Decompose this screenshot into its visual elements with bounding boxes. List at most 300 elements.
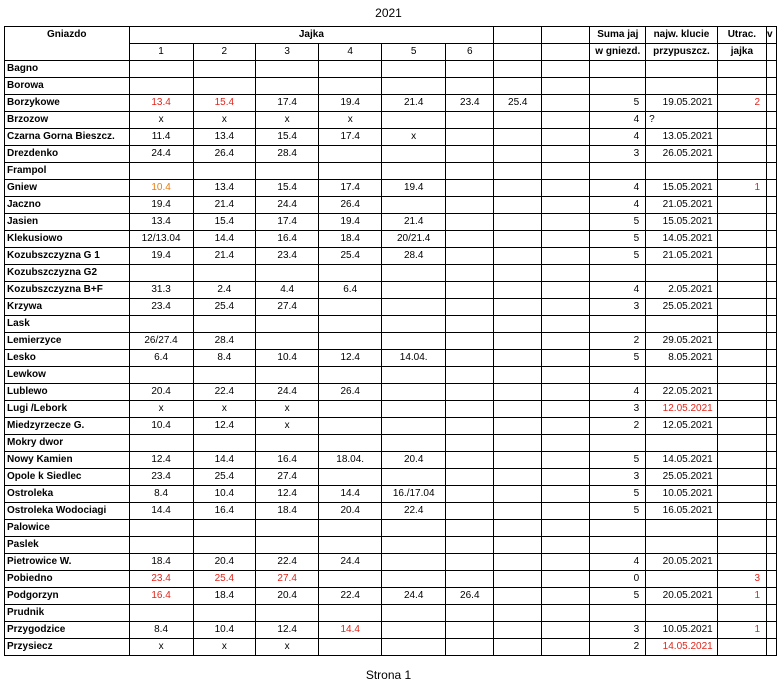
egg-sum-cell: 3: [590, 401, 646, 418]
hatch-date-cell: [646, 163, 718, 180]
nest-name: Drezdenko: [5, 146, 130, 163]
egg-date-cell: 10.4: [129, 180, 193, 197]
egg-date-cell: [382, 265, 446, 282]
egg-number-5: 5: [382, 44, 446, 61]
egg-date-cell: [542, 469, 590, 486]
nest-egg-table: [4, 26, 777, 656]
nest-name: Ostroleka Wodociagi: [5, 503, 130, 520]
egg-date-cell: [446, 61, 494, 78]
hatch-date-cell: 21.05.2021: [646, 248, 718, 265]
nest-name: Nowy Kamien: [5, 452, 130, 469]
egg-date-cell: 8.4: [129, 486, 193, 503]
hatch-date-cell: 22.05.2021: [646, 384, 718, 401]
egg-date-cell: [542, 571, 590, 588]
egg-date-cell: 6.4: [319, 282, 382, 299]
lost-eggs-cell: [717, 112, 766, 129]
lost-eggs-cell: [717, 452, 766, 469]
egg-date-cell: 23.4: [129, 299, 193, 316]
egg-date-cell: [542, 605, 590, 622]
table-row: [5, 350, 777, 367]
lost-eggs-cell: [717, 554, 766, 571]
cut-cell: [767, 452, 777, 469]
egg-date-cell: x: [129, 401, 193, 418]
hatch-date-cell: [646, 316, 718, 333]
cut-cell: [767, 639, 777, 656]
egg-date-cell: [382, 333, 446, 350]
egg-date-cell: 27.4: [256, 299, 319, 316]
egg-date-cell: [319, 333, 382, 350]
egg-date-cell: 27.4: [256, 469, 319, 486]
egg-date-cell: 17.4: [319, 129, 382, 146]
egg-date-cell: 26/27.4: [129, 333, 193, 350]
egg-date-cell: 17.4: [256, 95, 319, 112]
egg-date-cell: [494, 367, 542, 384]
egg-date-cell: 24.4: [256, 197, 319, 214]
table-row: [5, 112, 777, 129]
hatch-date-cell: 25.05.2021: [646, 299, 718, 316]
nest-name: Lesko: [5, 350, 130, 367]
egg-sum-cell: 5: [590, 350, 646, 367]
table-row: [5, 367, 777, 384]
hatch-date-cell: 14.05.2021: [646, 231, 718, 248]
nest-name: Pietrowice W.: [5, 554, 130, 571]
egg-date-cell: [446, 571, 494, 588]
egg-date-cell: 24.4: [129, 146, 193, 163]
egg-date-cell: [542, 61, 590, 78]
egg-date-cell: [382, 605, 446, 622]
egg-date-cell: [446, 248, 494, 265]
egg-number-4: 4: [319, 44, 382, 61]
egg-date-cell: [494, 503, 542, 520]
table-row: [5, 214, 777, 231]
egg-date-cell: [542, 537, 590, 554]
table-body: [5, 61, 777, 656]
egg-date-cell: [494, 554, 542, 571]
egg-date-cell: [494, 350, 542, 367]
nest-name: Lewkow: [5, 367, 130, 384]
nest-name: Lask: [5, 316, 130, 333]
table-row: [5, 639, 777, 656]
egg-date-cell: [256, 435, 319, 452]
egg-date-cell: [542, 248, 590, 265]
egg-date-cell: 14.4: [193, 231, 255, 248]
egg-date-cell: 20.4: [382, 452, 446, 469]
header-row-top: [5, 27, 777, 44]
egg-date-cell: 15.4: [256, 180, 319, 197]
egg-date-cell: [319, 316, 382, 333]
lost-eggs-cell: [717, 520, 766, 537]
egg-date-cell: [382, 112, 446, 129]
egg-date-cell: 16.4: [129, 588, 193, 605]
table-row: [5, 197, 777, 214]
egg-date-cell: [129, 78, 193, 95]
egg-date-cell: [382, 282, 446, 299]
lost-eggs-cell: [717, 248, 766, 265]
egg-date-cell: [193, 537, 255, 554]
egg-date-cell: [319, 61, 382, 78]
egg-date-cell: 13.4: [193, 129, 255, 146]
egg-date-cell: [542, 401, 590, 418]
nest-name: Jasien: [5, 214, 130, 231]
header-lost-top: Utrac.: [717, 27, 766, 44]
year-title: 2021: [375, 6, 402, 20]
table-row: [5, 248, 777, 265]
egg-date-cell: [446, 367, 494, 384]
nest-name: Ostroleka: [5, 486, 130, 503]
egg-date-cell: [382, 384, 446, 401]
egg-date-cell: 24.4: [319, 554, 382, 571]
egg-date-cell: [494, 163, 542, 180]
table-row: [5, 588, 777, 605]
lost-eggs-cell: [717, 435, 766, 452]
cut-cell: [767, 588, 777, 605]
cut-cell: [767, 61, 777, 78]
cut-cell: [767, 129, 777, 146]
egg-date-cell: [542, 503, 590, 520]
egg-sum-cell: 3: [590, 299, 646, 316]
hatch-date-cell: [646, 61, 718, 78]
egg-date-cell: 25.4: [319, 248, 382, 265]
egg-date-cell: [542, 418, 590, 435]
table-row: [5, 571, 777, 588]
egg-sum-cell: 4: [590, 554, 646, 571]
egg-date-cell: [542, 452, 590, 469]
egg-date-cell: [446, 265, 494, 282]
cut-cell: [767, 401, 777, 418]
table-row: [5, 605, 777, 622]
nest-name: Lublewo: [5, 384, 130, 401]
egg-date-cell: 14.04.: [382, 350, 446, 367]
egg-date-cell: [446, 486, 494, 503]
nest-name: Lemierzyce: [5, 333, 130, 350]
egg-date-cell: 16.4: [256, 231, 319, 248]
egg-date-cell: 13.4: [129, 214, 193, 231]
egg-date-cell: [494, 588, 542, 605]
hatch-date-cell: 14.05.2021: [646, 639, 718, 656]
egg-date-cell: [542, 231, 590, 248]
egg-date-cell: [446, 214, 494, 231]
egg-date-cell: [256, 537, 319, 554]
egg-date-cell: 20.4: [129, 384, 193, 401]
lost-eggs-cell: 3: [717, 571, 766, 588]
egg-date-cell: [542, 282, 590, 299]
lost-eggs-cell: [717, 333, 766, 350]
cut-cell: [767, 180, 777, 197]
lost-eggs-cell: [717, 61, 766, 78]
hatch-date-cell: 25.05.2021: [646, 469, 718, 486]
egg-sum-cell: 5: [590, 588, 646, 605]
egg-date-cell: [319, 299, 382, 316]
egg-date-cell: [446, 78, 494, 95]
lost-eggs-cell: [717, 401, 766, 418]
nest-name: Pobiedno: [5, 571, 130, 588]
table-row: [5, 61, 777, 78]
nest-name: Gniew: [5, 180, 130, 197]
table-row: [5, 333, 777, 350]
egg-date-cell: [542, 554, 590, 571]
egg-date-cell: [382, 61, 446, 78]
egg-date-cell: [446, 537, 494, 554]
cut-cell: [767, 435, 777, 452]
egg-sum-cell: [590, 520, 646, 537]
egg-number-2: 2: [193, 44, 255, 61]
egg-date-cell: 25.4: [494, 95, 542, 112]
egg-sum-cell: 2: [590, 333, 646, 350]
egg-date-cell: [542, 163, 590, 180]
egg-sum-cell: [590, 265, 646, 282]
egg-date-cell: 12.4: [193, 418, 255, 435]
egg-date-cell: 27.4: [256, 571, 319, 588]
egg-date-cell: [129, 367, 193, 384]
table-row: [5, 129, 777, 146]
egg-sum-cell: 5: [590, 452, 646, 469]
egg-date-cell: 14.4: [193, 452, 255, 469]
header-lost-bottom: jajka: [717, 44, 766, 61]
egg-date-cell: 19.4: [129, 197, 193, 214]
egg-date-cell: [129, 61, 193, 78]
egg-date-cell: 18.4: [193, 588, 255, 605]
nest-name: Mokry dwor: [5, 435, 130, 452]
header-cut: v: [767, 27, 777, 44]
table-row: [5, 486, 777, 503]
nest-name: Przysiecz: [5, 639, 130, 656]
egg-date-cell: [542, 78, 590, 95]
egg-sum-cell: [590, 537, 646, 554]
egg-date-cell: 12.4: [256, 622, 319, 639]
egg-date-cell: [494, 180, 542, 197]
egg-date-cell: [382, 469, 446, 486]
egg-date-cell: [494, 129, 542, 146]
table-row: [5, 452, 777, 469]
header-sum-bottom: w gniezd.: [590, 44, 646, 61]
egg-date-cell: [193, 435, 255, 452]
egg-sum-cell: 3: [590, 469, 646, 486]
egg-date-cell: [542, 146, 590, 163]
hatch-date-cell: 14.05.2021: [646, 452, 718, 469]
table-row: [5, 282, 777, 299]
egg-date-cell: 18.04.: [319, 452, 382, 469]
egg-date-cell: x: [256, 401, 319, 418]
table-row: [5, 622, 777, 639]
egg-date-cell: [494, 605, 542, 622]
table-row: [5, 537, 777, 554]
egg-date-cell: 20.4: [193, 554, 255, 571]
egg-date-cell: [542, 520, 590, 537]
egg-date-cell: 17.4: [319, 180, 382, 197]
egg-date-cell: [256, 367, 319, 384]
egg-date-cell: [129, 163, 193, 180]
nest-name: Kozubszczyzna G2: [5, 265, 130, 282]
lost-eggs-cell: [717, 384, 766, 401]
hatch-date-cell: 10.05.2021: [646, 486, 718, 503]
egg-date-cell: [494, 520, 542, 537]
egg-sum-cell: [590, 316, 646, 333]
egg-number-6: 6: [446, 44, 494, 61]
egg-date-cell: 18.4: [319, 231, 382, 248]
lost-eggs-cell: [717, 418, 766, 435]
egg-sum-cell: 3: [590, 146, 646, 163]
egg-sum-cell: [590, 78, 646, 95]
egg-sum-cell: 4: [590, 129, 646, 146]
nest-name: Bagno: [5, 61, 130, 78]
egg-date-cell: [446, 146, 494, 163]
table-row: [5, 316, 777, 333]
hatch-date-cell: 12.05.2021: [646, 401, 718, 418]
egg-date-cell: [319, 163, 382, 180]
egg-date-cell: [382, 520, 446, 537]
egg-date-cell: 19.4: [382, 180, 446, 197]
egg-date-cell: 22.4: [193, 384, 255, 401]
egg-date-cell: [494, 214, 542, 231]
egg-date-cell: 18.4: [129, 554, 193, 571]
hatch-date-cell: [646, 520, 718, 537]
egg-date-cell: [129, 435, 193, 452]
header-hatch-top: najw. klucie: [646, 27, 718, 44]
egg-date-cell: [319, 469, 382, 486]
lost-eggs-cell: [717, 537, 766, 554]
cut-cell: [767, 554, 777, 571]
egg-date-cell: [542, 265, 590, 282]
egg-date-cell: [494, 197, 542, 214]
egg-date-cell: [446, 197, 494, 214]
egg-date-cell: 24.4: [256, 384, 319, 401]
table-row: [5, 384, 777, 401]
egg-sum-cell: [590, 163, 646, 180]
egg-date-cell: [494, 299, 542, 316]
hatch-date-cell: 26.05.2021: [646, 146, 718, 163]
cut-cell: [767, 520, 777, 537]
egg-date-cell: [494, 61, 542, 78]
egg-date-cell: [494, 401, 542, 418]
egg-date-cell: [256, 78, 319, 95]
nest-name: Brzozow: [5, 112, 130, 129]
cut-cell: [767, 265, 777, 282]
egg-date-cell: [382, 639, 446, 656]
egg-sum-cell: 4: [590, 112, 646, 129]
egg-date-cell: 25.4: [193, 469, 255, 486]
egg-date-cell: [542, 367, 590, 384]
egg-date-cell: [382, 367, 446, 384]
header-nest: Gniazdo: [5, 27, 130, 61]
nest-name: Opole k Siedlec: [5, 469, 130, 486]
egg-date-cell: [542, 180, 590, 197]
table-row: [5, 503, 777, 520]
egg-date-cell: 21.4: [193, 197, 255, 214]
egg-date-cell: 31.3: [129, 282, 193, 299]
nest-name: Czarna Gorna Bieszcz.: [5, 129, 130, 146]
egg-date-cell: 25.4: [193, 571, 255, 588]
egg-date-cell: x: [193, 112, 255, 129]
table-row: [5, 265, 777, 282]
egg-date-cell: [446, 384, 494, 401]
egg-date-cell: [494, 469, 542, 486]
egg-date-cell: 12.4: [129, 452, 193, 469]
egg-sum-cell: 4: [590, 282, 646, 299]
table-row: [5, 163, 777, 180]
egg-date-cell: 21.4: [382, 95, 446, 112]
egg-sum-cell: 5: [590, 248, 646, 265]
lost-eggs-cell: [717, 265, 766, 282]
cut-cell: [767, 469, 777, 486]
egg-sum-cell: [590, 367, 646, 384]
egg-date-cell: [494, 112, 542, 129]
egg-date-cell: 26.4: [193, 146, 255, 163]
egg-date-cell: 6.4: [129, 350, 193, 367]
egg-date-cell: [382, 537, 446, 554]
egg-date-cell: x: [193, 639, 255, 656]
cut-cell: [767, 384, 777, 401]
egg-date-cell: [319, 367, 382, 384]
egg-date-cell: [256, 520, 319, 537]
nest-name: Borzykowe: [5, 95, 130, 112]
cut-cell: [767, 248, 777, 265]
egg-date-cell: [193, 61, 255, 78]
egg-date-cell: 23.4: [129, 469, 193, 486]
cut-cell: [767, 282, 777, 299]
egg-date-cell: [382, 571, 446, 588]
lost-eggs-cell: [717, 282, 766, 299]
cut-cell: [767, 503, 777, 520]
egg-date-cell: [542, 95, 590, 112]
egg-date-cell: 12/13.04: [129, 231, 193, 248]
egg-date-cell: [129, 316, 193, 333]
egg-date-cell: 25.4: [193, 299, 255, 316]
header-sum-top: Suma jaj: [590, 27, 646, 44]
cut-cell: [767, 333, 777, 350]
egg-date-cell: [193, 163, 255, 180]
egg-date-cell: 23.4: [256, 248, 319, 265]
egg-date-cell: [494, 571, 542, 588]
cut-cell: [767, 112, 777, 129]
egg-date-cell: 8.4: [193, 350, 255, 367]
egg-date-cell: [542, 350, 590, 367]
egg-sum-cell: 4: [590, 384, 646, 401]
nest-name: Kozubszczyzna B+F: [5, 282, 130, 299]
hatch-date-cell: [646, 78, 718, 95]
egg-date-cell: [542, 316, 590, 333]
egg-date-cell: [542, 639, 590, 656]
nest-name: Jaczno: [5, 197, 130, 214]
egg-date-cell: [446, 231, 494, 248]
egg-date-cell: [494, 282, 542, 299]
egg-date-cell: [494, 384, 542, 401]
lost-eggs-cell: [717, 197, 766, 214]
header-cut-b: [767, 44, 777, 61]
cut-cell: [767, 622, 777, 639]
egg-date-cell: 14.4: [129, 503, 193, 520]
egg-date-cell: 16.4: [256, 452, 319, 469]
hatch-date-cell: 19.05.2021: [646, 95, 718, 112]
egg-date-cell: [256, 61, 319, 78]
egg-date-cell: 19.4: [129, 248, 193, 265]
table-row: [5, 299, 777, 316]
lost-eggs-cell: 1: [717, 588, 766, 605]
egg-date-cell: [319, 78, 382, 95]
hatch-date-cell: 20.05.2021: [646, 588, 718, 605]
egg-date-cell: [319, 265, 382, 282]
egg-date-cell: x: [319, 112, 382, 129]
nest-name: Podgorzyn: [5, 588, 130, 605]
egg-date-cell: [542, 588, 590, 605]
egg-date-cell: 13.4: [193, 180, 255, 197]
lost-eggs-cell: [717, 350, 766, 367]
egg-number-3: 3: [256, 44, 319, 61]
hatch-date-cell: 21.05.2021: [646, 197, 718, 214]
nest-name: Krzywa: [5, 299, 130, 316]
cut-cell: [767, 163, 777, 180]
egg-date-cell: 28.4: [382, 248, 446, 265]
egg-date-cell: 12.4: [256, 486, 319, 503]
